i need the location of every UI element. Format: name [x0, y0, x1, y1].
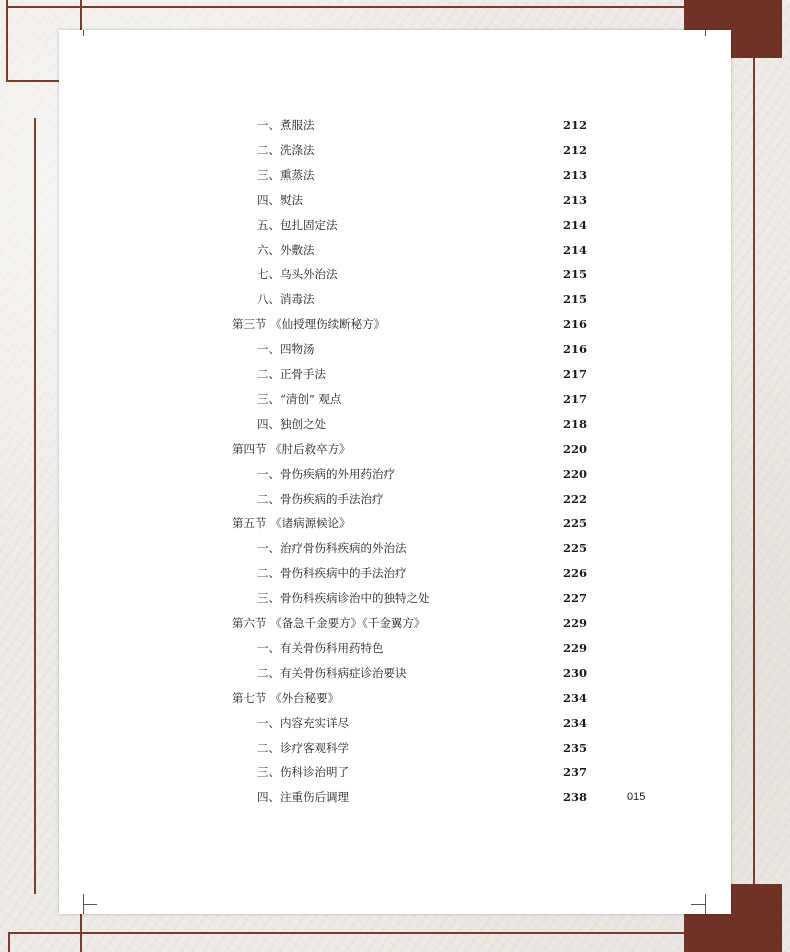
toc-title: 七、乌头外治法 — [257, 267, 338, 282]
toc-page-number: 220 — [562, 466, 587, 481]
toc-page-number: 225 — [562, 516, 587, 531]
toc-title: 第六节 《备急千金要方》《千金翼方》 — [232, 616, 426, 630]
toc-section-row — [59, 439, 731, 459]
toc-page-number: 226 — [562, 566, 587, 581]
toc-item-row — [59, 563, 731, 583]
toc-item-row — [59, 713, 731, 733]
frame-line — [6, 80, 60, 82]
toc-title: 一、煮服法 — [257, 118, 315, 132]
toc-item-row — [59, 489, 731, 509]
toc-title: 第三节 《仙授理伤续断秘方》 — [232, 317, 386, 332]
toc-page-number: 225 — [562, 541, 587, 556]
toc-item-row — [59, 115, 731, 135]
toc-title: 四、独创之处 — [257, 416, 326, 431]
toc-title: 二、洗涤法 — [257, 142, 315, 157]
toc-item-row — [59, 414, 731, 434]
toc-page-number: 227 — [562, 591, 587, 606]
frame-line — [6, 0, 8, 82]
toc-item-row — [59, 240, 731, 260]
toc-title: 一、骨伤疾病的外用药治疗 — [257, 466, 395, 481]
toc-page-number: 229 — [562, 640, 587, 655]
frame-line — [8, 6, 684, 8]
toc-section-row — [59, 613, 731, 633]
toc-item-row — [59, 364, 731, 384]
frame-line — [8, 932, 10, 952]
toc-title: 二、诊疗客观科学 — [257, 740, 349, 755]
toc-title: 三、伤科诊治明了 — [257, 765, 349, 780]
toc-page-number: 213 — [562, 167, 587, 182]
toc-title: 二、骨伤疾病的手法治疗 — [257, 491, 384, 506]
toc-page-number: 237 — [562, 765, 587, 780]
toc-title: 二、有关骨伤科病症诊治要诀 — [257, 665, 407, 680]
frame-line — [753, 58, 755, 918]
toc-page-number: 238 — [562, 790, 587, 805]
toc-title: 三、“清创” 观点 — [257, 391, 342, 406]
toc-title: 一、内容充实详尽 — [257, 715, 349, 730]
toc-page-number: 217 — [562, 391, 587, 406]
toc-title: 第四节 《肘后救卒方》 — [232, 441, 351, 456]
toc-item-row — [59, 389, 731, 409]
toc-item-row — [59, 140, 731, 160]
page-number: 015 — [627, 791, 646, 803]
toc-page-number: 212 — [562, 142, 587, 157]
toc-item-row — [59, 538, 731, 558]
toc-title: 第五节 《诸病源候论》 — [232, 516, 351, 531]
toc-item-row — [59, 215, 731, 235]
toc-page-number: 222 — [562, 491, 587, 506]
toc-page-number: 218 — [562, 416, 587, 431]
table-of-contents — [59, 30, 731, 914]
toc-page-number: 220 — [562, 441, 587, 456]
toc-item-row — [59, 588, 731, 608]
toc-page-number: 213 — [562, 192, 587, 207]
toc-title: 一、有关骨伤科用药特色 — [257, 640, 384, 655]
toc-title: 一、治疗骨伤科疾病的外治法 — [257, 541, 407, 556]
toc-item-row — [59, 165, 731, 185]
toc-page-number: 214 — [562, 217, 587, 232]
toc-title: 四、熨法 — [257, 192, 303, 207]
toc-page-number: 235 — [562, 740, 587, 755]
frame-line — [80, 0, 82, 30]
toc-page-number: 229 — [562, 616, 587, 630]
toc-title: 五、包扎固定法 — [257, 217, 338, 232]
toc-item-row — [59, 264, 731, 284]
toc-title: 四、注重伤后调理 — [257, 790, 349, 805]
toc-section-row — [59, 314, 731, 334]
toc-page-number: 234 — [562, 690, 587, 705]
frame-line — [80, 914, 82, 952]
toc-title: 三、熏蒸法 — [257, 167, 315, 182]
toc-item-row — [59, 190, 731, 210]
frame-line — [34, 118, 36, 894]
toc-page-number: 214 — [562, 242, 587, 257]
toc-item-row — [59, 289, 731, 309]
toc-title: 三、骨伤科疾病诊治中的独特之处 — [257, 591, 430, 606]
toc-page-number: 230 — [562, 665, 587, 680]
toc-title: 八、消毒法 — [257, 292, 315, 307]
toc-page-number: 234 — [562, 715, 587, 730]
toc-page-number: 217 — [562, 367, 587, 381]
toc-page-number: 215 — [562, 267, 587, 282]
toc-section-row — [59, 513, 731, 533]
toc-title: 二、正骨手法 — [257, 367, 326, 381]
toc-title: 第七节 《外台秘要》 — [232, 690, 340, 705]
toc-section-row — [59, 688, 731, 708]
toc-page-number: 215 — [562, 292, 587, 307]
book-page — [59, 30, 731, 914]
toc-title: 六、外敷法 — [257, 242, 315, 257]
frame-line — [8, 932, 684, 934]
toc-page-number: 212 — [562, 118, 587, 132]
toc-title: 二、骨伤科疾病中的手法治疗 — [257, 566, 407, 581]
toc-item-row — [59, 464, 731, 484]
toc-item-row — [59, 339, 731, 359]
toc-title: 一、四物汤 — [257, 342, 315, 357]
toc-page-number: 216 — [562, 342, 587, 357]
toc-item-row — [59, 738, 731, 758]
toc-item-row — [59, 663, 731, 683]
toc-page-number: 216 — [562, 317, 587, 332]
toc-item-row — [59, 638, 731, 658]
toc-item-row — [59, 762, 731, 782]
